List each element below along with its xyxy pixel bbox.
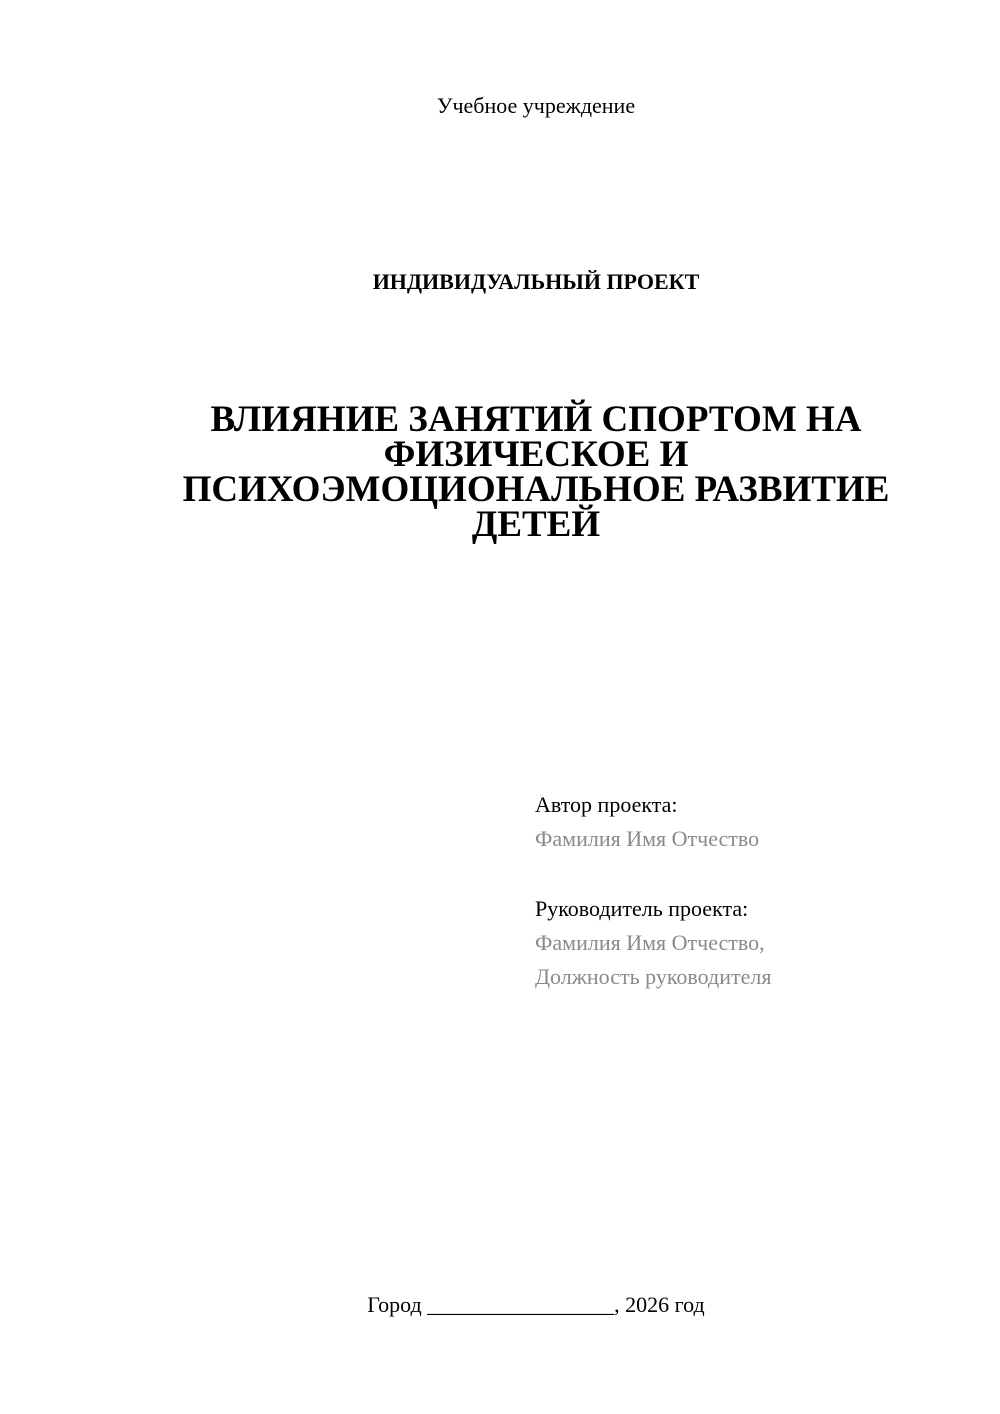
project-info-block xyxy=(535,788,975,994)
author-name-placeholder: Фамилия Имя Отчество xyxy=(535,826,760,851)
supervisor-label: Руководитель проекта: xyxy=(535,896,749,921)
title-line: ДЕТЕЙ xyxy=(471,504,601,545)
city-year-line: Город _________________, 2026 год xyxy=(367,1292,705,1317)
institution-name: Учебное учреждение xyxy=(436,93,636,118)
spacer xyxy=(535,856,975,892)
title-line: ВЛИЯНИЕ ЗАНЯТИЙ СПОРТОМ НА xyxy=(210,399,862,440)
supervisor-name-placeholder: Фамилия Имя Отчество, xyxy=(535,930,765,955)
title-line: ФИЗИЧЕСКОЕ И xyxy=(383,434,689,475)
project-title xyxy=(150,399,922,545)
supervisor-position-placeholder: Должность руководителя xyxy=(535,964,772,989)
project-type-heading: ИНДИВИДУАЛЬНЫЙ ПРОЕКТ xyxy=(372,269,700,294)
author-label: Автор проекта: xyxy=(535,792,678,817)
title-line: ПСИХОЭМОЦИОНАЛЬНОЕ РАЗВИТИЕ xyxy=(182,469,890,510)
